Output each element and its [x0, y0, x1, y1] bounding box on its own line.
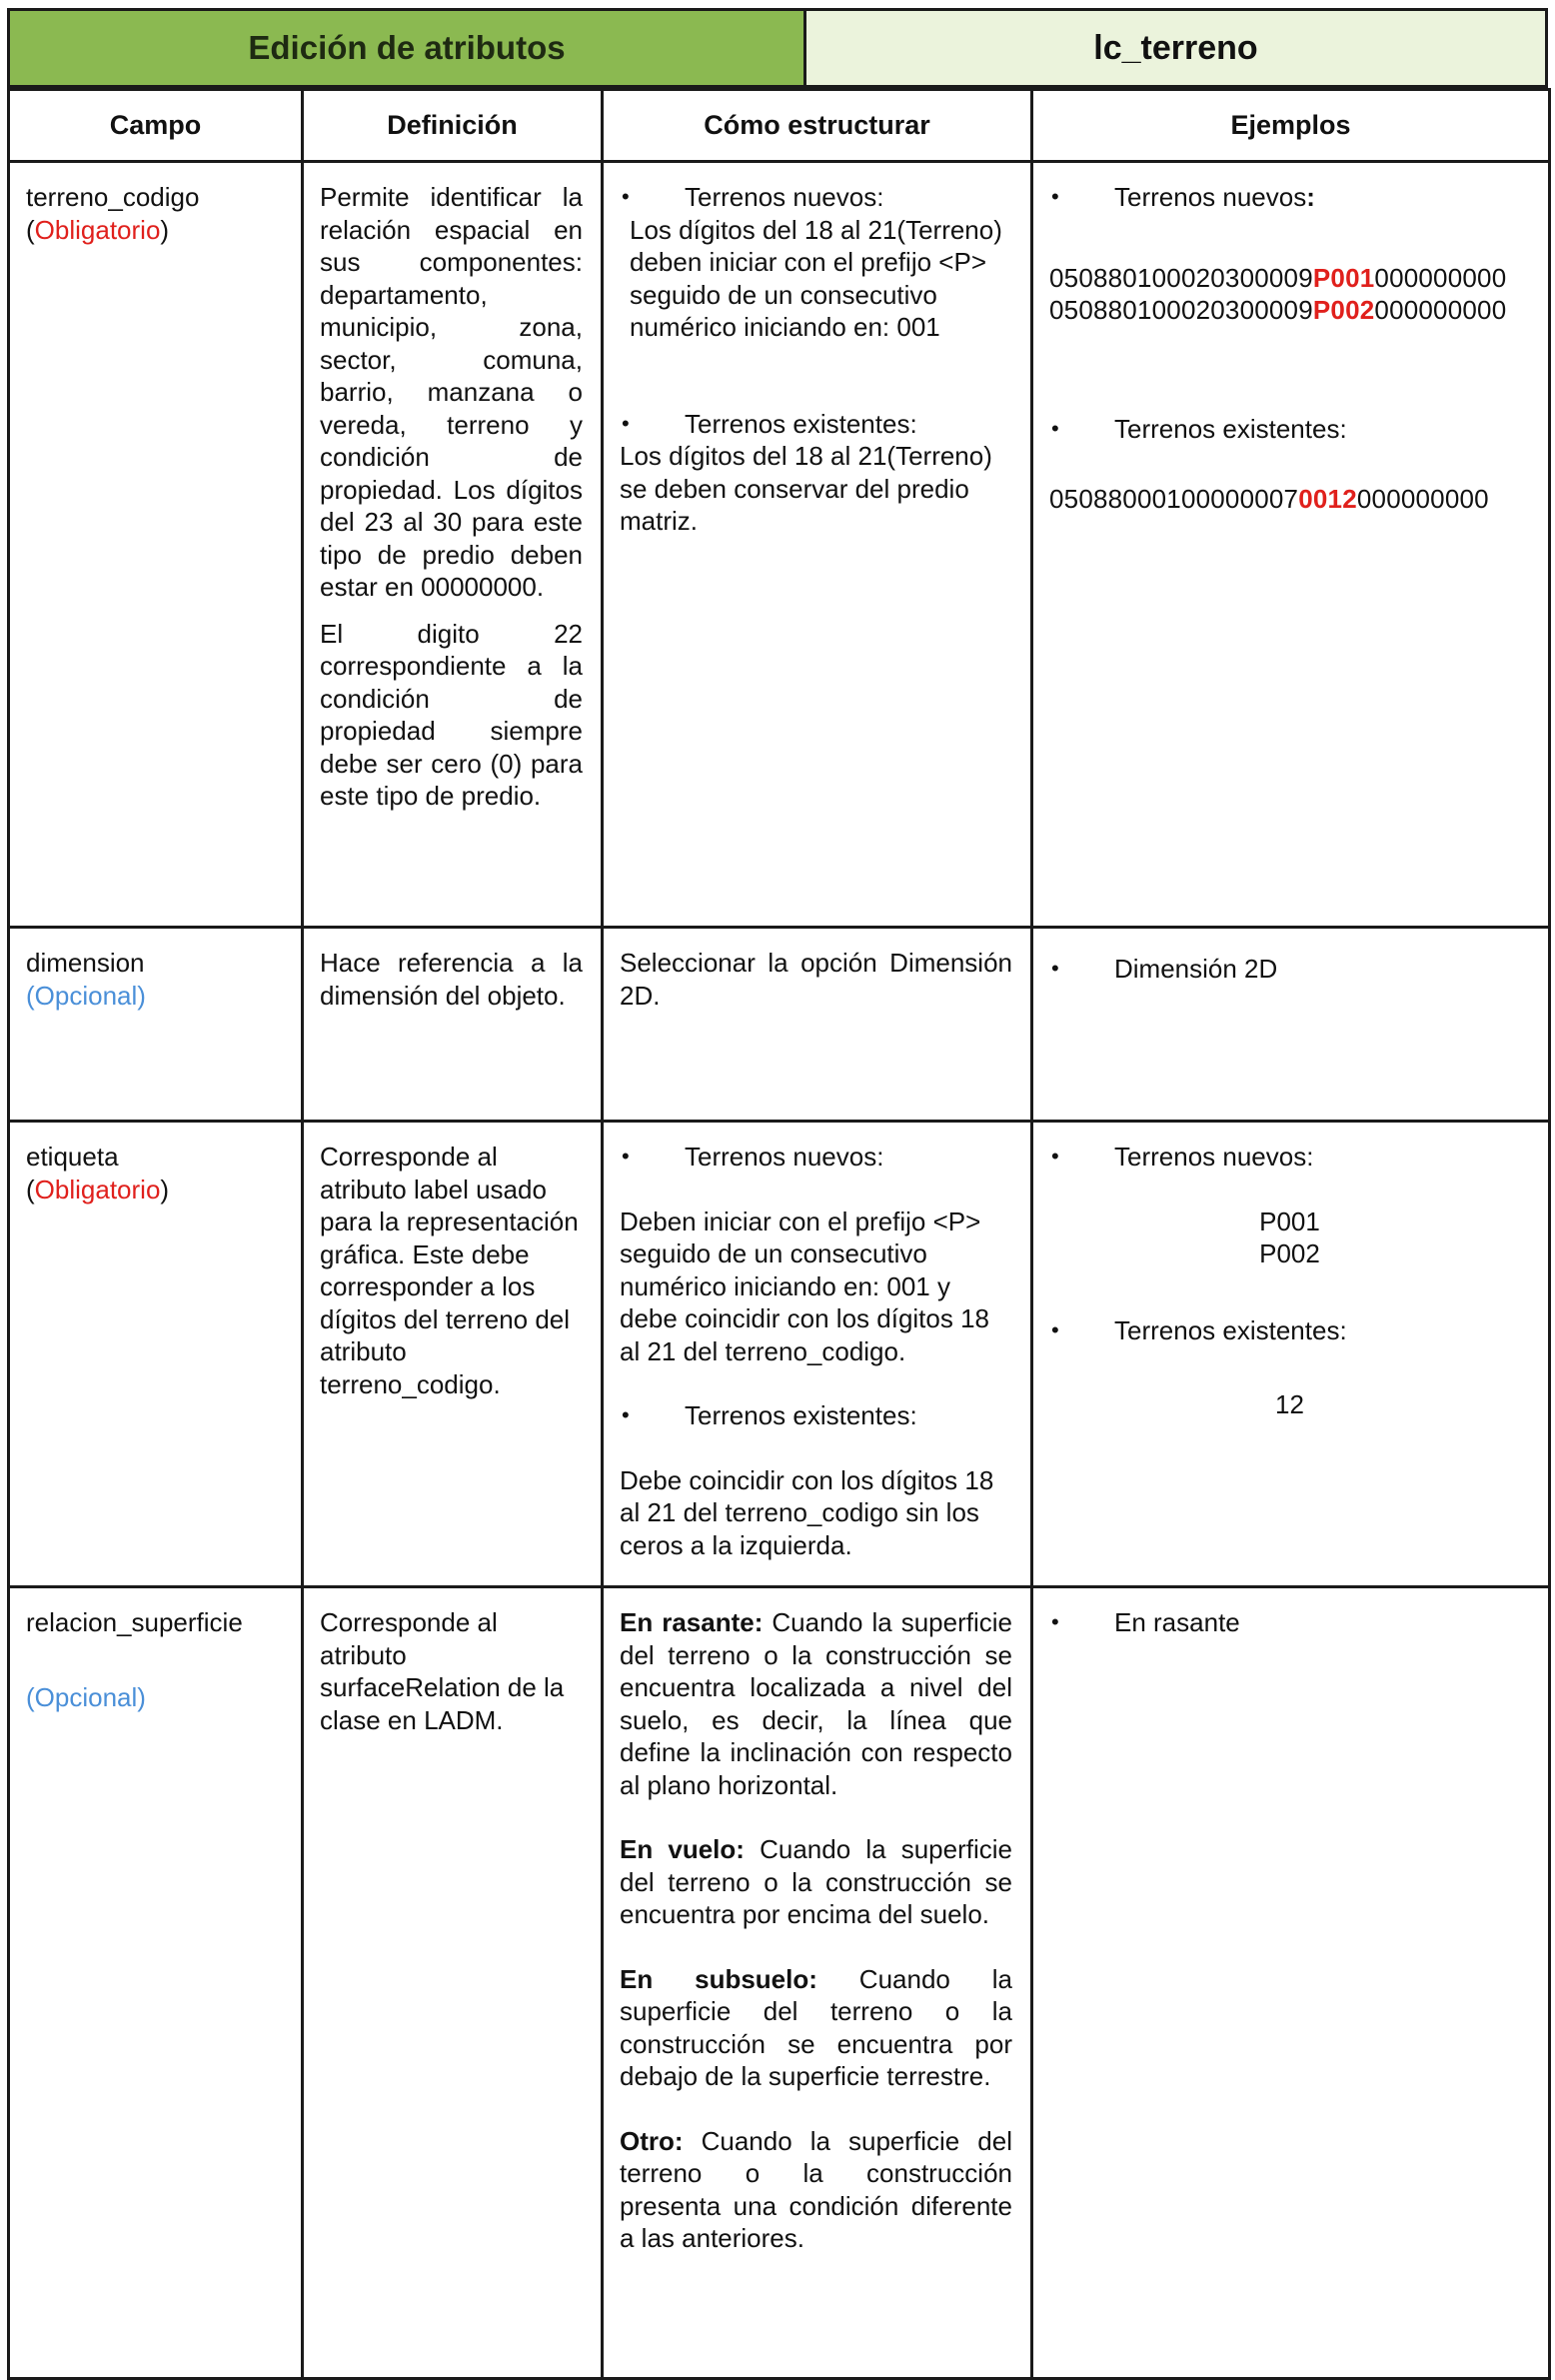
example-cell	[1032, 1587, 1550, 2379]
bullet-icon: •	[1051, 1609, 1059, 1634]
optional-label: Opcional	[34, 980, 138, 1011]
required-label: Obligatorio	[34, 1174, 161, 1204]
definition-cell	[303, 928, 603, 1122]
field-status: (Obligatorio)	[26, 1174, 170, 1204]
definition-cell	[303, 1122, 603, 1587]
document-page	[7, 8, 1548, 2380]
structure-text: Deben iniciar con el prefijo <P> seguido de un consecutivo numérico iniciando en: 001 y debe coincidir con los dígitos 18 al 21 del terreno_codigo.	[620, 1205, 990, 1366]
field-name: dimension	[26, 948, 145, 978]
example-code: 050880100020300009P001000000000	[1049, 262, 1507, 293]
bullet-title: Terrenos nuevos:	[685, 1142, 884, 1172]
bullet-title: Terrenos nuevos:	[1114, 182, 1315, 212]
structure-text: En rasante: Cuando la superficie del terreno o la construcción se encuentra localizada a nivel del suelo, es decir, la línea que define la inclinación con respecto al plano horizontal.	[620, 1607, 1012, 1800]
bullet-icon: •	[1051, 1144, 1059, 1169]
example-value: P002	[1259, 1238, 1320, 1268]
definition-cell	[303, 1587, 603, 2379]
example-cell	[1032, 1122, 1550, 1587]
example-cell	[1032, 162, 1550, 928]
list-item	[620, 408, 1012, 441]
bullet-title: Terrenos existentes:	[1114, 413, 1347, 444]
list-item	[620, 181, 1012, 214]
structure-text: Seleccionar la opción Dimensión 2D.	[620, 948, 1012, 1011]
title-banner	[7, 8, 1548, 88]
list-item	[1049, 1606, 1530, 1639]
list-item	[620, 1399, 1012, 1432]
bullet-icon: •	[622, 184, 630, 209]
section-title: Edición de atributos	[10, 11, 806, 85]
bullet-title: Terrenos existentes:	[1114, 1314, 1347, 1345]
field-status: (Obligatorio)	[26, 214, 170, 245]
header-como-estructurar: Cómo estructurar	[603, 90, 1032, 162]
bullet-icon: •	[1051, 956, 1059, 981]
definition-cell	[303, 162, 603, 928]
bullet-icon: •	[622, 1402, 630, 1427]
bullet-icon: •	[622, 410, 630, 436]
field-name: terreno_codigo	[26, 182, 200, 212]
example-value: Dimensión 2D	[1114, 954, 1278, 984]
header-campo: Campo	[9, 90, 303, 162]
structure-text: Otro: Cuando la superficie del terreno o la construcción presenta una condición diferente a las anteriores.	[620, 2125, 1012, 2253]
bullet-title: Terrenos existentes:	[685, 408, 917, 439]
definition-text: Corresponde al atributo label usado para la representación gráfica. Este debe corresponder a los dígitos del terreno del atributo terreno_codigo.	[320, 1142, 579, 1399]
bullet-title: Terrenos existentes:	[685, 1400, 917, 1430]
bullet-title: Terrenos nuevos:	[1114, 1142, 1314, 1172]
bullet-icon: •	[1051, 1316, 1059, 1342]
table-header-row	[9, 90, 1550, 162]
field-name: etiqueta	[26, 1142, 119, 1172]
list-item	[1049, 181, 1530, 214]
example-code: 050880001000000070012000000000	[1049, 484, 1489, 514]
field-cell	[9, 1122, 303, 1587]
structure-text: En subsuelo: Cuando la superficie del terreno o la construcción se encuentra por debajo de la superficie terrestre.	[620, 1963, 1012, 2091]
structure-cell	[603, 162, 1032, 928]
list-item	[620, 1141, 1012, 1174]
example-cell	[1032, 928, 1550, 1122]
table-row	[9, 1587, 1550, 2379]
definition-text: Permite identificar la relación espacial en sus componentes: departamento, municipio, zona, sector, comuna, barrio, manzana o vereda, terreno y condición de propiedad. Los dígitos del 23 al 30 para este tipo de predio deben estar en 00000000.	[320, 182, 583, 602]
field-cell	[9, 162, 303, 928]
header-definicion: Definición	[303, 90, 603, 162]
example-value: 12	[1275, 1389, 1304, 1419]
field-cell	[9, 1587, 303, 2379]
structure-text: Debe coincidir con los dígitos 18 al 21 del terreno_codigo sin los ceros a la izquierda.	[620, 1464, 994, 1560]
header-ejemplos: Ejemplos	[1032, 90, 1550, 162]
field-cell	[9, 928, 303, 1122]
field-name: relacion_superficie	[26, 1607, 243, 1637]
structure-text: Los dígitos del 18 al 21(Terreno) se deben conservar del predio matriz.	[620, 441, 992, 536]
list-item	[1049, 1141, 1530, 1174]
table-row	[9, 1122, 1550, 1587]
optional-label: (Opcional)	[26, 1681, 146, 1712]
table-row	[9, 162, 1550, 928]
bullet-icon: •	[1051, 415, 1059, 441]
example-value: P001	[1259, 1205, 1320, 1236]
definition-text: El digito 22 correspondiente a la condición de propiedad siempre debe ser cero (0) para este tipo de predio.	[320, 618, 583, 811]
class-name-title: lc_terreno	[806, 11, 1545, 85]
example-code: 050880100020300009P002000000000	[1049, 295, 1507, 325]
structure-text: Los dígitos del 18 al 21(Terreno) deben iniciar con el prefijo <P> seguido de un consecutivo numérico iniciando en: 001	[630, 214, 1002, 342]
example-value: En rasante	[1114, 1607, 1240, 1637]
list-item	[1049, 1314, 1530, 1347]
list-item	[1049, 953, 1530, 986]
structure-cell	[603, 1122, 1032, 1587]
bullet-icon: •	[622, 1144, 630, 1169]
structure-cell	[603, 1587, 1032, 2379]
table-row	[9, 928, 1550, 1122]
definition-text: Corresponde al atributo surfaceRelation de la clase en LADM.	[320, 1607, 565, 1735]
list-item	[1049, 413, 1530, 446]
attribute-table	[7, 88, 1551, 2380]
definition-text: Hace referencia a la dimensión del objeto.	[320, 948, 583, 1011]
structure-cell	[603, 928, 1032, 1122]
bullet-icon: •	[1051, 184, 1059, 209]
required-label: Obligatorio	[34, 214, 161, 245]
field-status: (Opcional)	[26, 980, 146, 1011]
structure-text: En vuelo: Cuando la superficie del terreno o la construcción se encuentra por encima del suelo.	[620, 1834, 1012, 1929]
bullet-title: Terrenos nuevos:	[685, 182, 884, 212]
